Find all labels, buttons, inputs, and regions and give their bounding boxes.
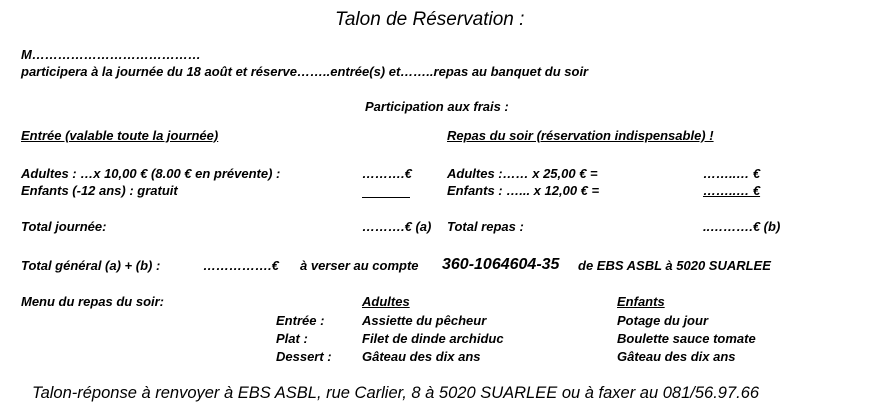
participation-sentence: participera à la journée du 18 août et réserve……..entrée(s) et……..repas au banquet du soir bbox=[21, 64, 589, 79]
page-title: Talon de Réservation : bbox=[335, 9, 525, 30]
menu-adults-starter: Assiette du pêcheur bbox=[362, 313, 487, 328]
pay-text: à verser au compte bbox=[300, 258, 419, 273]
meal-adults-label: Adultes :…… x 25,00 € = bbox=[447, 166, 598, 181]
entry-children-label: Enfants (-12 ans) : gratuit bbox=[21, 183, 178, 198]
entry-adults-amount: ……….€ bbox=[362, 166, 412, 181]
meal-heading: Repas du soir (réservation indispensable) ! bbox=[447, 128, 714, 143]
participation-heading: Participation aux frais : bbox=[365, 99, 509, 114]
meal-children-label: Enfants : …... x 12,00 € = bbox=[447, 183, 600, 198]
entry-total-amount: ……….€ (a) bbox=[362, 219, 432, 234]
grand-total-amount: …………….€ bbox=[203, 258, 279, 273]
menu-course-main: Plat : bbox=[276, 331, 308, 346]
menu-children-heading: Enfants bbox=[617, 294, 665, 309]
entry-adults-label: Adultes : …x 10,00 € (8.00 € en prévente) : bbox=[21, 166, 281, 181]
meal-total-label: Total repas : bbox=[447, 219, 524, 234]
menu-children-dessert: Gâteau des dix ans bbox=[617, 349, 736, 364]
account-number: 360-1064604-35 bbox=[442, 256, 560, 273]
entry-heading: Entrée (valable toute la journée) bbox=[21, 128, 219, 143]
menu-children-main: Boulette sauce tomate bbox=[617, 331, 756, 346]
meal-children-amount: ……..… € bbox=[703, 183, 761, 198]
entry-children-blank-line bbox=[362, 197, 410, 198]
name-line: M………………………………… bbox=[21, 47, 201, 62]
grand-total-label: Total général (a) + (b) : bbox=[21, 258, 161, 273]
menu-adults-heading: Adultes bbox=[362, 294, 410, 309]
menu-course-starter: Entrée : bbox=[276, 313, 325, 328]
menu-label: Menu du repas du soir: bbox=[21, 294, 165, 309]
footer-return-address: Talon-réponse à renvoyer à EBS ASBL, rue Carlier, 8 à 5020 SUARLEE ou à faxer au 081/56.97.66 bbox=[32, 384, 760, 402]
meal-total-amount: ..……….€ (b) bbox=[703, 219, 781, 234]
entry-total-label: Total journée: bbox=[21, 219, 107, 234]
menu-children-starter: Potage du jour bbox=[617, 313, 708, 328]
menu-adults-main: Filet de dinde archiduc bbox=[362, 331, 504, 346]
meal-adults-amount: ……..… € bbox=[703, 166, 761, 181]
beneficiary: de EBS ASBL à 5020 SUARLEE bbox=[578, 258, 771, 273]
menu-adults-dessert: Gâteau des dix ans bbox=[362, 349, 481, 364]
menu-course-dessert: Dessert : bbox=[276, 349, 332, 364]
